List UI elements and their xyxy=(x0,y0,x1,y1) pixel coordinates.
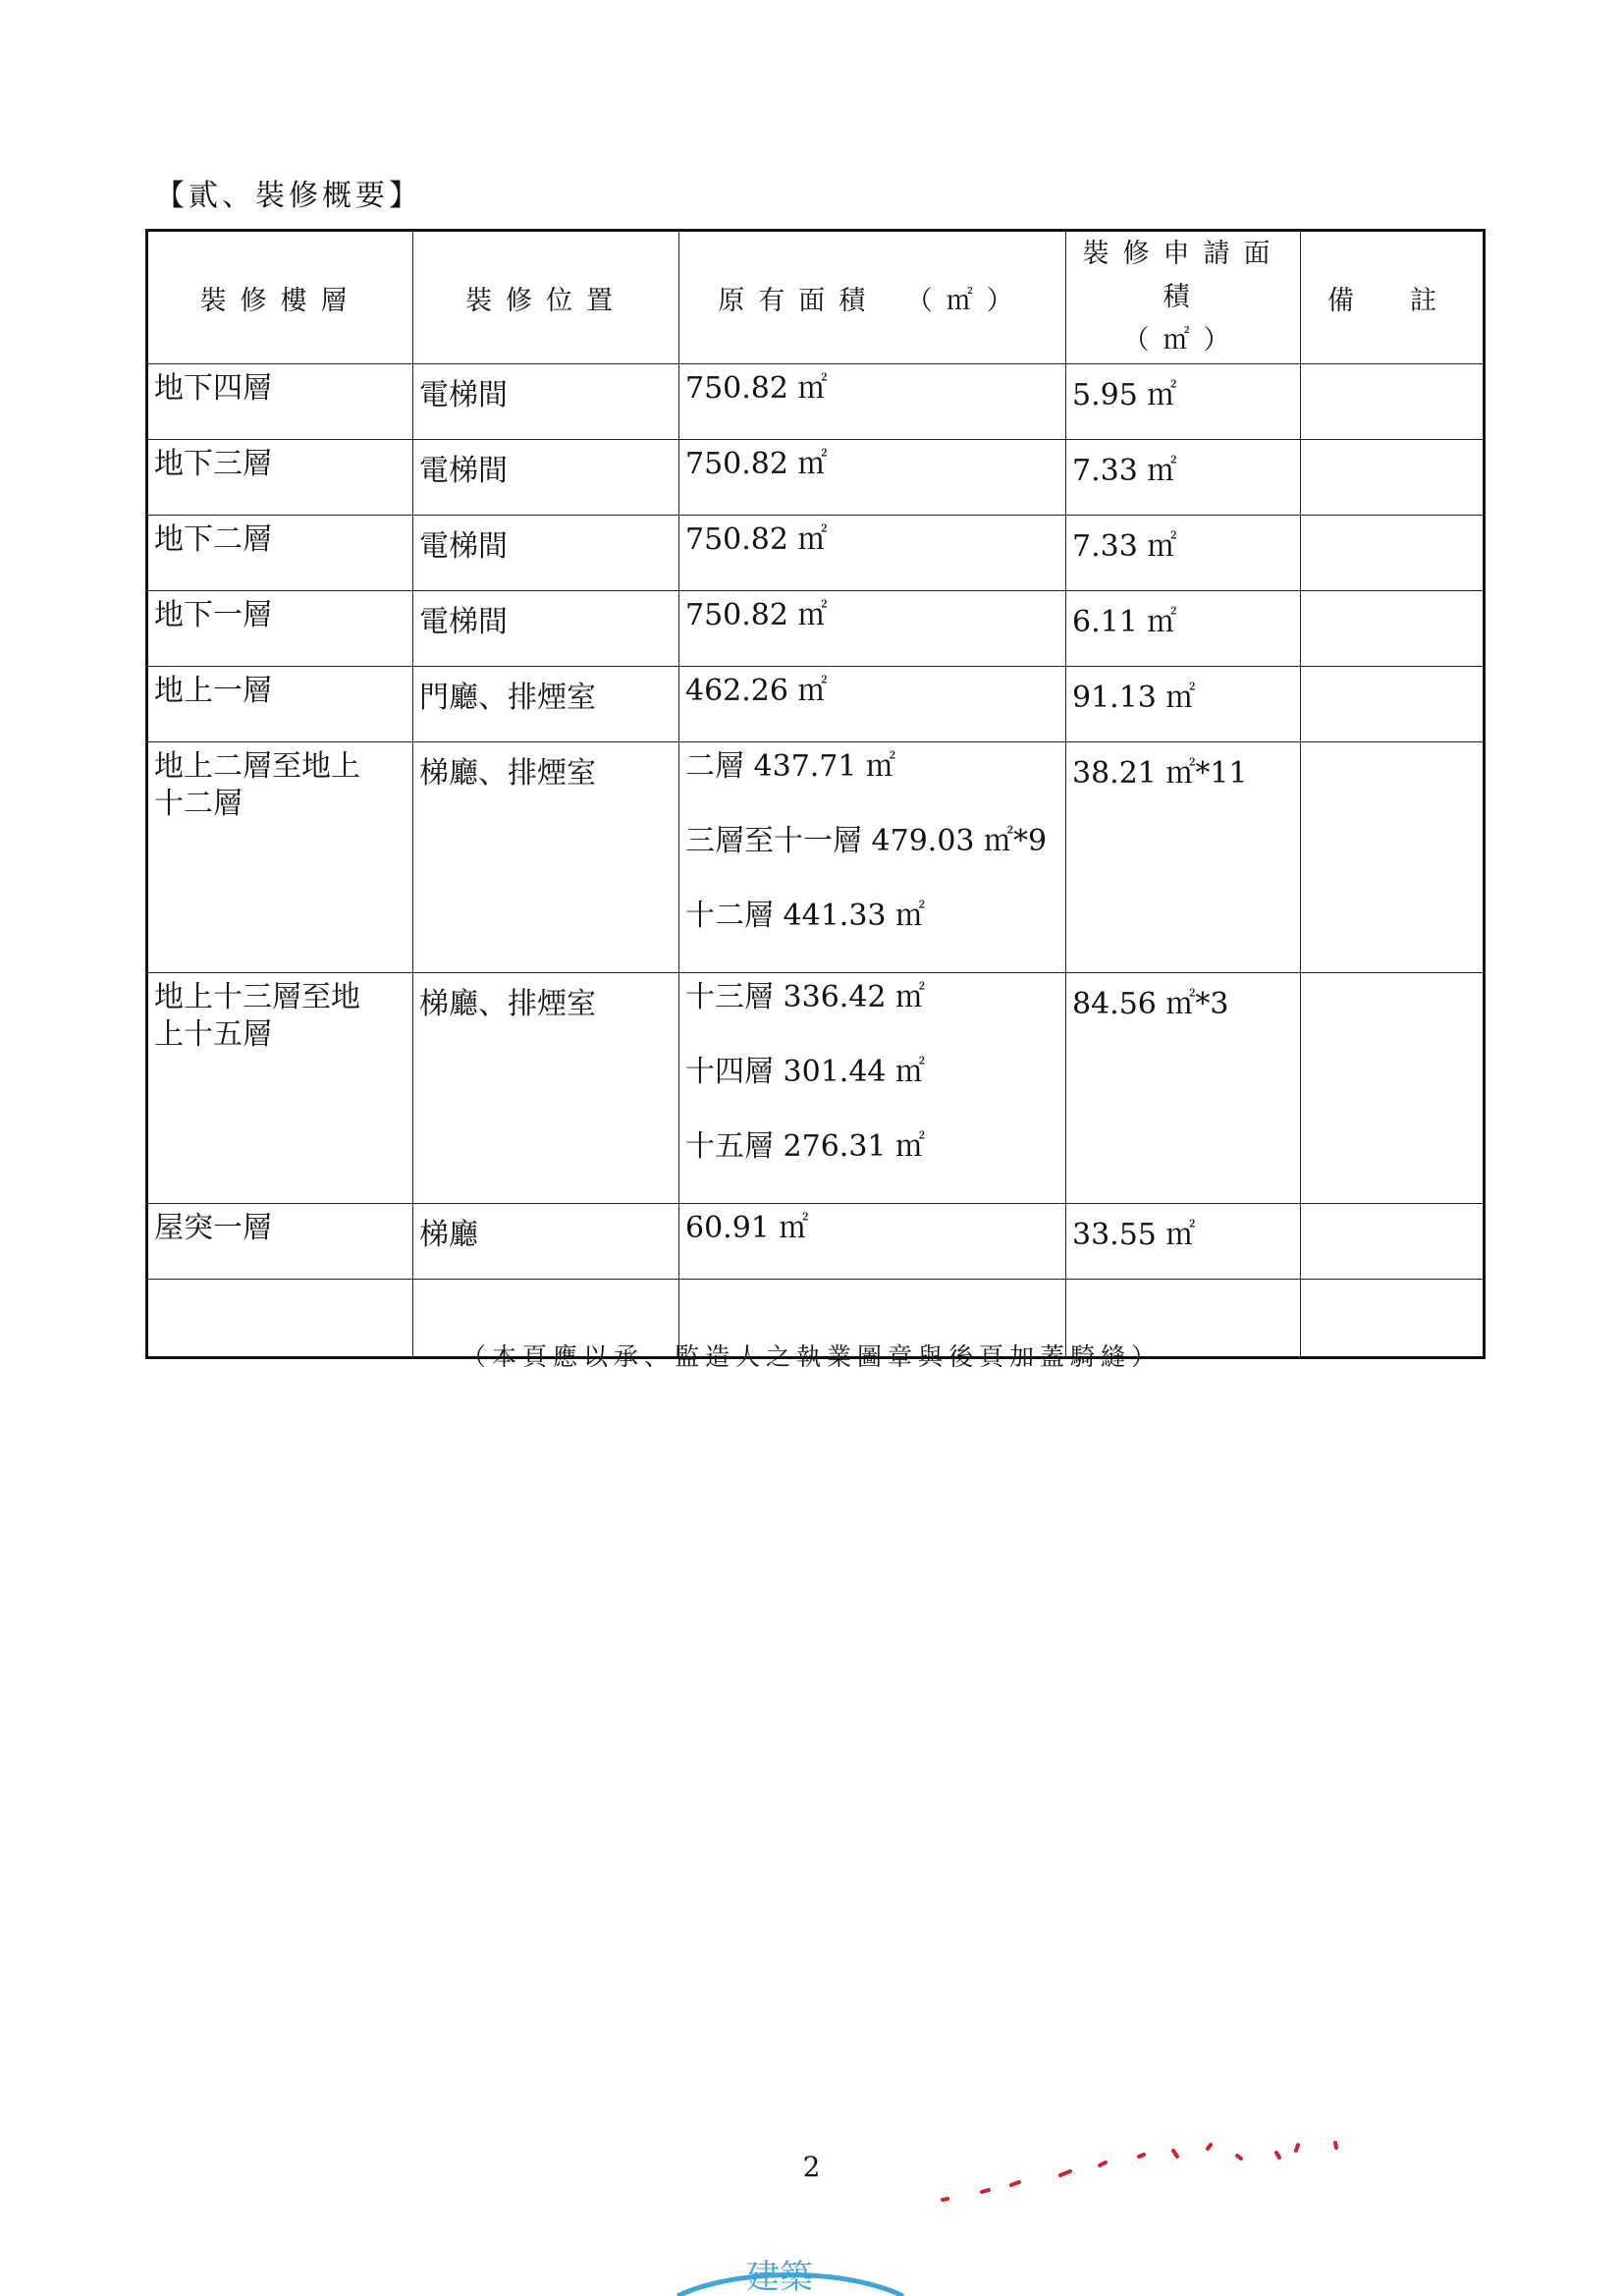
blue-seal-arc xyxy=(677,2258,903,2296)
floor-line: 地上一層 xyxy=(154,674,272,708)
table-row xyxy=(147,364,1485,440)
header-requested-area-unit: （㎡） xyxy=(1122,325,1244,355)
cell-original-area xyxy=(679,591,1066,667)
table-row xyxy=(147,742,1485,973)
area-line: 二層 437.71 ㎡ xyxy=(685,749,896,784)
cell-requested-area: 7.33 ㎡ xyxy=(1066,440,1301,516)
floor-line: 上十五層 xyxy=(154,1017,272,1052)
cell-requested-area: 5.95 ㎡ xyxy=(1066,364,1301,440)
cell-floor xyxy=(147,1204,413,1280)
cell-note xyxy=(1301,973,1485,1204)
floor-line: 地下三層 xyxy=(154,447,272,481)
cell-location: 電梯間 xyxy=(413,364,679,440)
area-line: 十四層 301.44 ㎡ xyxy=(685,1055,926,1089)
cell-floor xyxy=(147,364,413,440)
cell-original-area xyxy=(679,742,1066,973)
cell-location: 梯廳、排煙室 xyxy=(413,973,679,1204)
area-line: 750.82 ㎡ xyxy=(685,522,828,557)
cell-location: 電梯間 xyxy=(413,516,679,591)
cell-location: 梯廳 xyxy=(413,1204,679,1280)
cell-original-area xyxy=(679,364,1066,440)
header-floor: 裝修樓層 xyxy=(147,231,413,364)
cell-original-area xyxy=(679,1204,1066,1280)
section-title: 【貳、裝修概要】 xyxy=(155,179,422,213)
area-line: 750.82 ㎡ xyxy=(685,447,828,481)
area-line: 750.82 ㎡ xyxy=(685,598,828,632)
area-line: 60.91 ㎡ xyxy=(685,1211,809,1245)
cell-floor xyxy=(147,742,413,973)
header-note-left: 備 xyxy=(1327,285,1368,316)
area-line: 三層至十一層 479.03 ㎡*9 xyxy=(685,824,1048,858)
cell-requested-area: 7.33 ㎡ xyxy=(1066,516,1301,591)
header-requested-area-label: 裝修申請面積 xyxy=(1082,239,1284,312)
header-note xyxy=(1301,231,1485,364)
cell-location: 梯廳、排煙室 xyxy=(413,742,679,973)
cell-requested-area: 91.13 ㎡ xyxy=(1066,667,1301,742)
cell-requested-area: 6.11 ㎡ xyxy=(1066,591,1301,667)
header-note-right: 註 xyxy=(1410,285,1450,316)
area-line: 750.82 ㎡ xyxy=(685,371,828,406)
page-number: 2 xyxy=(802,2151,821,2183)
floor-line: 地下一層 xyxy=(154,598,272,632)
cell-requested-area: 33.55 ㎡ xyxy=(1066,1204,1301,1280)
table-row xyxy=(147,1204,1485,1280)
cell-original-area xyxy=(679,667,1066,742)
cell-note xyxy=(1301,591,1485,667)
cell-floor xyxy=(147,591,413,667)
cell-location: 電梯間 xyxy=(413,440,679,516)
cell-floor xyxy=(147,667,413,742)
cell-note xyxy=(1301,1204,1485,1280)
cell-requested-area: 38.21 ㎡*11 xyxy=(1066,742,1301,973)
cell-floor xyxy=(147,973,413,1204)
table-row xyxy=(147,591,1485,667)
table-row xyxy=(147,440,1485,516)
cell-original-area xyxy=(679,440,1066,516)
cell-original-area xyxy=(679,516,1066,591)
cell-note xyxy=(1301,440,1485,516)
floor-line: 地上十三層至地 xyxy=(154,980,360,1014)
cell-location: 電梯間 xyxy=(413,591,679,667)
cell-note xyxy=(1301,364,1485,440)
header-requested-area xyxy=(1066,231,1301,364)
table-header-row xyxy=(147,231,1485,364)
header-original-area: 原有面積 （㎡） xyxy=(679,231,1066,364)
seal-instruction-caption: （本頁應以承、監造人之執業圖章與後頁加蓋騎縫） xyxy=(460,1342,1162,1371)
cell-requested-area: 84.56 ㎡*3 xyxy=(1066,973,1301,1204)
floor-line: 地上二層至地上 xyxy=(154,749,360,784)
cell-floor xyxy=(147,440,413,516)
cell-note xyxy=(1301,742,1485,973)
cell-note xyxy=(1301,516,1485,591)
cell-floor xyxy=(147,516,413,591)
cell-location: 門廳、排煙室 xyxy=(413,667,679,742)
table-row xyxy=(147,973,1485,1204)
area-line: 十五層 276.31 ㎡ xyxy=(685,1129,926,1164)
table-row xyxy=(147,516,1485,591)
seal-text: 建築 xyxy=(746,2258,813,2296)
header-location: 裝修位置 xyxy=(413,231,679,364)
floor-line: 十二層 xyxy=(154,787,243,821)
area-line: 462.26 ㎡ xyxy=(685,674,828,708)
renovation-summary-table xyxy=(145,229,1486,1359)
cell-note xyxy=(1301,667,1485,742)
area-line: 十二層 441.33 ㎡ xyxy=(685,899,926,933)
cell-original-area xyxy=(679,973,1066,1204)
floor-line: 屋突一層 xyxy=(154,1211,272,1245)
floor-line: 地下二層 xyxy=(154,522,272,557)
table-row xyxy=(147,667,1485,742)
area-line: 十三層 336.42 ㎡ xyxy=(685,980,926,1014)
floor-line: 地下四層 xyxy=(154,371,272,406)
